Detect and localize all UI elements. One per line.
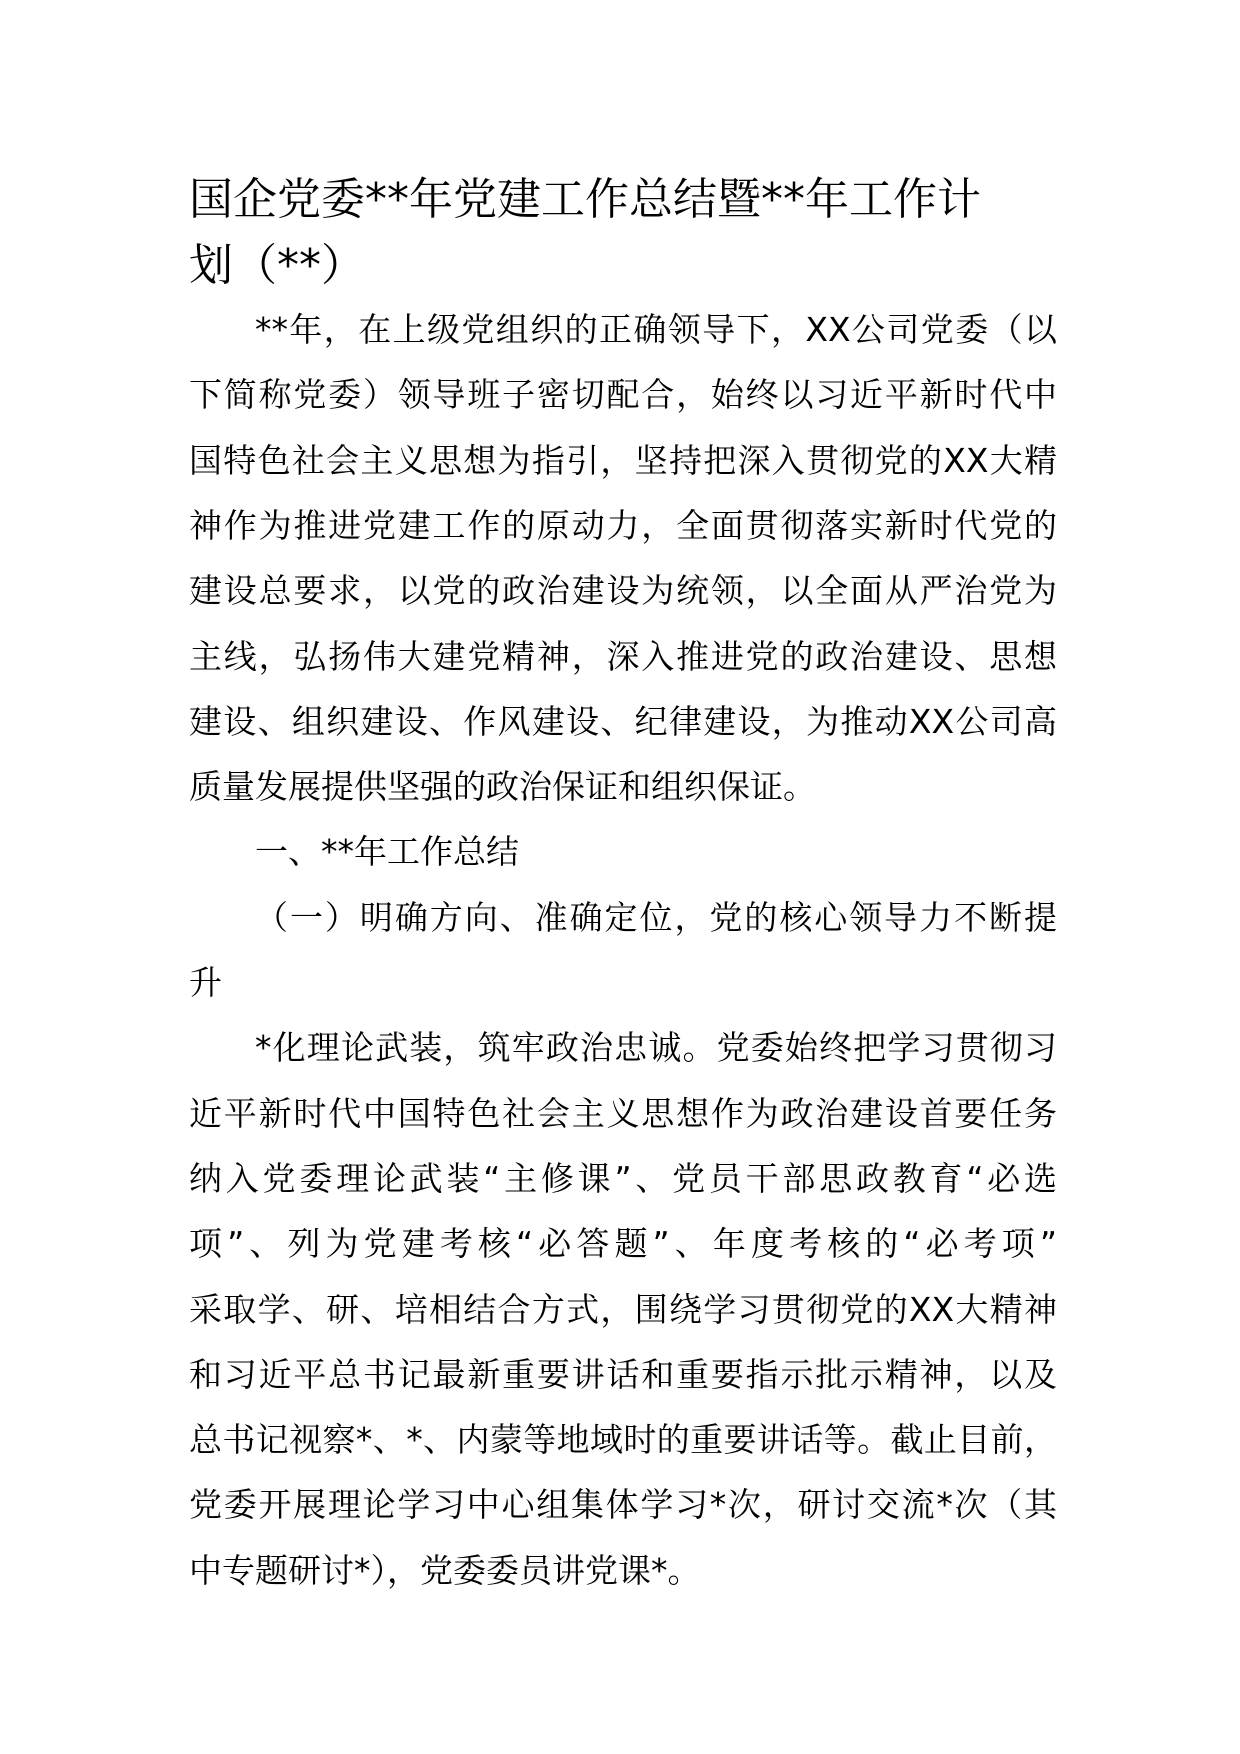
body-text-line: **年，在上级党组织的正确领导下，XX公司党委（以 [255, 310, 1057, 349]
body-text-line: 国特色社会主义思想为指引，坚持把深入贯彻党的XX大精 [189, 440, 1057, 480]
body-text-line: 项”、列为党建考核“必答题”、年度考核的“必考项” [189, 1224, 1057, 1264]
body-text-line: 神作为推进党建工作的原动力，全面贯彻落实新时代党的 [189, 505, 1057, 545]
section-heading: 一、**年工作总结 [255, 832, 519, 872]
body-text-line: 近平新时代中国特色社会主义思想作为政治建设首要任务 [189, 1093, 1057, 1133]
subsection-heading: 升 [189, 963, 222, 1002]
body-text-line: 主线，弘扬伟大建党精神，深入推进党的政治建设、思想 [189, 636, 1057, 676]
body-text-line: 下简称党委）领导班子密切配合，始终以习近平新时代中 [189, 375, 1057, 415]
document-title-line-1: 国企党委**年党建工作总结暨**年工作计 [189, 174, 981, 225]
body-text-line: 总书记视察*、*、内蒙等地域时的重要讲话等。截止目前， [189, 1420, 1057, 1460]
body-text-line: 采取学、研、培相结合方式，围绕学习贯彻党的XX大精神 [189, 1289, 1057, 1329]
body-text-line: 党委开展理论学习中心组集体学习*次，研讨交流*次（其 [189, 1485, 1057, 1525]
subsection-heading: （一）明确方向、准确定位，党的核心领导力不断提 [255, 897, 1057, 937]
body-text-line: 中专题研讨*），党委委员讲党课*。 [189, 1550, 701, 1590]
document-title-line-2: 划（**） [189, 240, 365, 291]
body-text-line: 质量发展提供坚强的政治保证和组织保证。 [189, 767, 816, 807]
body-text-line: 纳入党委理论武装“主修课”、党员干部思政教育“必选 [189, 1158, 1057, 1198]
body-text-line: 建设、组织建设、作风建设、纪律建设，为推动XX公司高 [189, 701, 1057, 741]
body-text-line: *化理论武装，筑牢政治忠诚。党委始终把学习贯彻习 [255, 1028, 1057, 1068]
body-text-line: 和习近平总书记最新重要讲话和重要指示批示精神，以及 [189, 1354, 1057, 1394]
body-text-line: 建设总要求，以党的政治建设为统领，以全面从严治党为 [189, 571, 1057, 611]
